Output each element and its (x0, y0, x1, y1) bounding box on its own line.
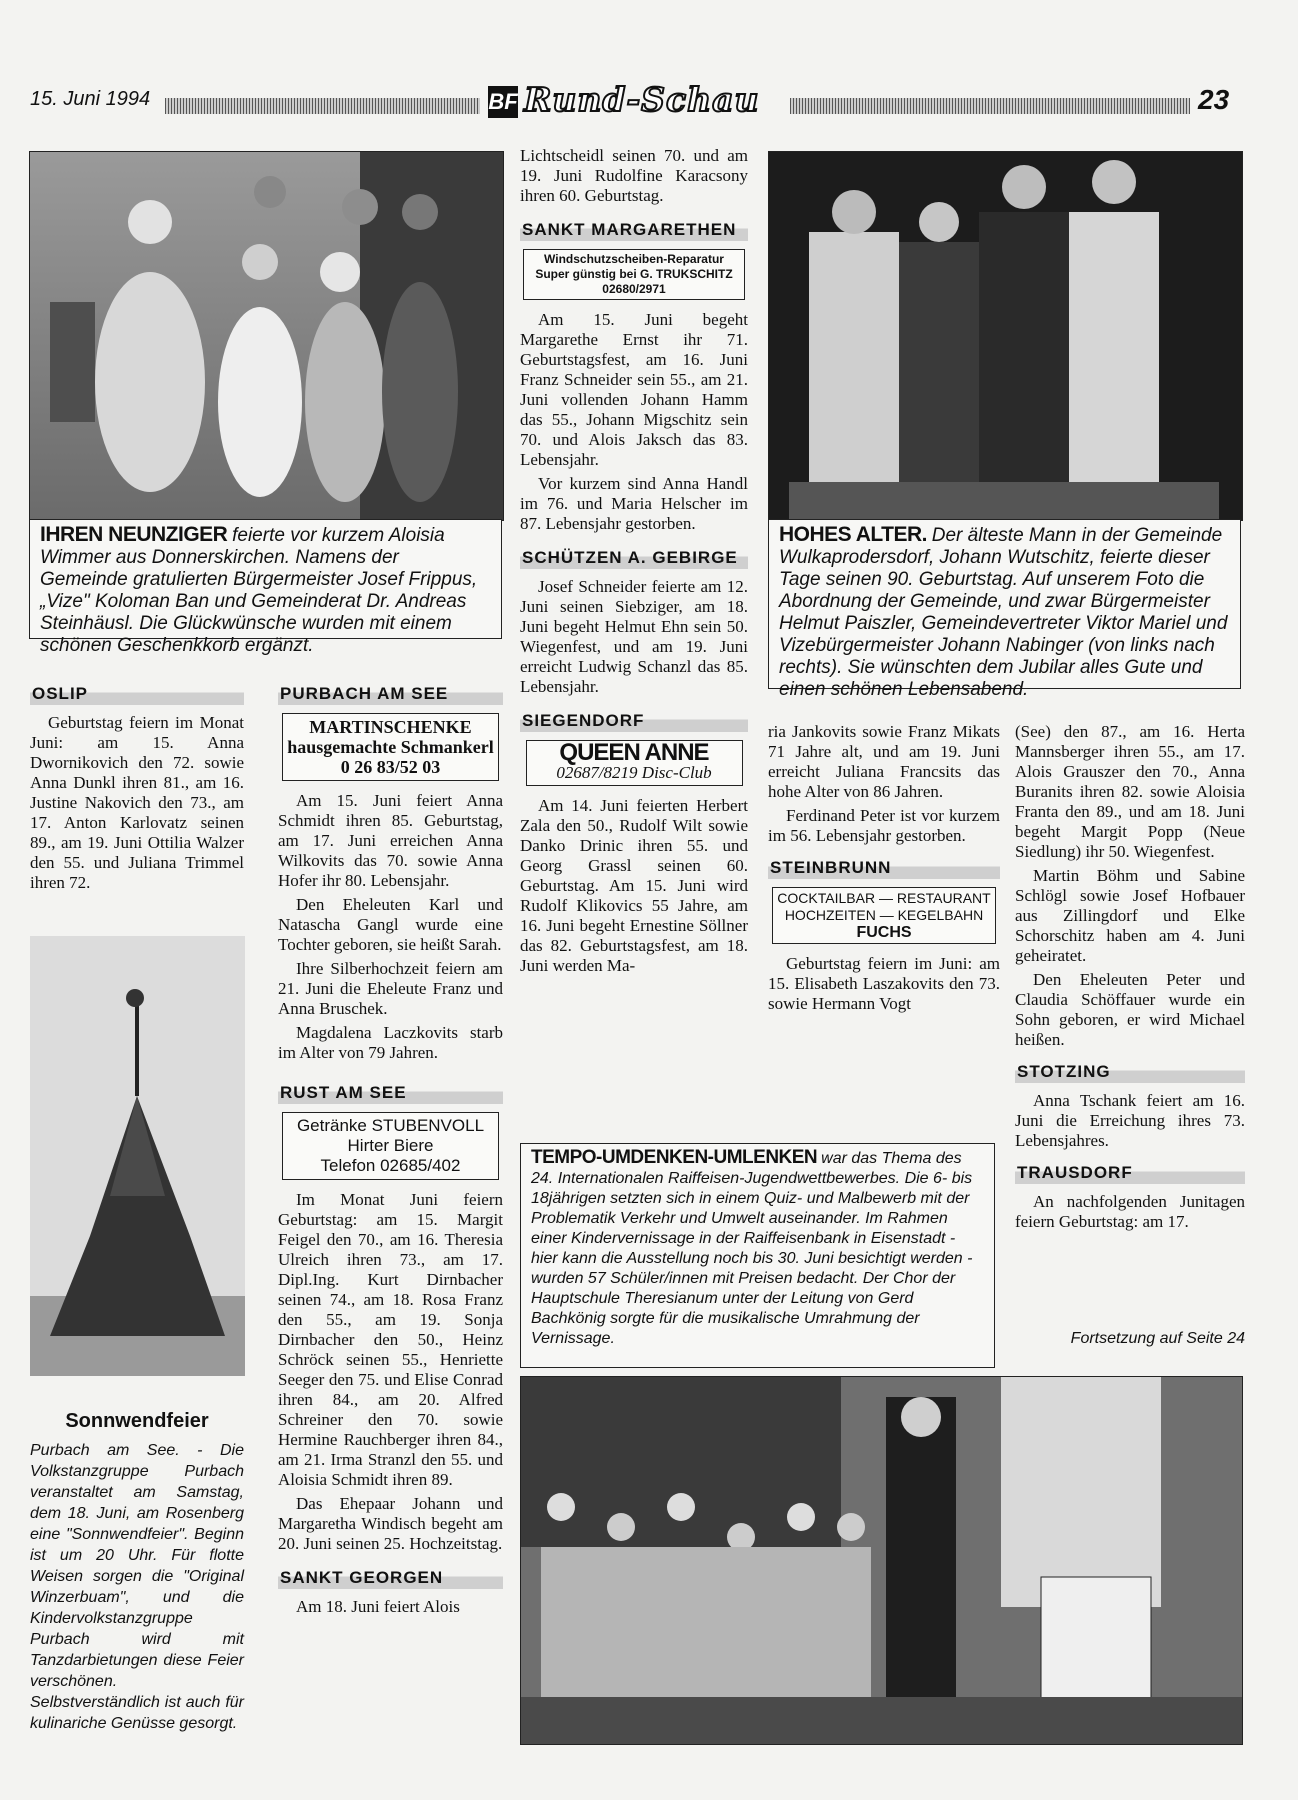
heading-margarethen: SANKT MARGARETHEN (520, 218, 748, 241)
text-col4-1: ria Jankovits sowie Franz Mikats 71 Jahre alt, und am 19. Juni erreicht Juliana Francsits das hohe Alter von 86 Jahren. (768, 722, 1000, 801)
heading-georgen: SANKT GEORGEN (278, 1566, 503, 1589)
ad-stubenvoll (282, 1112, 499, 1180)
photo-hohes-alter-image (769, 152, 1242, 520)
ad-stubenvoll-beer: Hirter Biere (347, 1136, 434, 1155)
page-number: 23 (1198, 84, 1230, 115)
text-col5-1: (See) den 87., am 16. Herta Mannsberger ihren 55., am 17. Alois Grauszer den 70., Anna Buranits ihren 82. sowie Aloisia Franta den 89., und am 18. Juni begeht Margit Popp (Neue Siedlung) ihr 50. Wiegenfest. (1015, 722, 1245, 861)
photo-sonnwend-image (30, 936, 245, 1376)
text-oslip: Geburtstag feiern im Monat Juni: am 15. Anna Dwornikovich den 72. sowie Anna Dunkl ihren 81., am 16. Justine Nakovich den 73., am 17. Anton Karlovatz seinen 89., am 19. Juni Ottilia Walzer den 55. und Juliana Trimmel ihren 72. (30, 713, 244, 892)
heading-oslip: OSLIP (30, 682, 244, 705)
text-rust-1: Im Monat Juni feiern Geburtstag: am 15. Margit Feigel den 70., am 16. Theresia Ulreich ihren 73., am 17. Dipl.Ing. Kurt Dirnbacher seinen 74., am 18. Rosa Franz den 55., am 19. Sonja Dirnbacher den 50., Heinz Schröck seinen 55., Henriette Seeger den 75. und Elise Conrad ihren 84., am 20. Alfred Schreiner den 70. sowie Hermine Rauchberger ihren 84., am 21. Irma Stranzl den 55. und Aloisia Schmidt ihren 89. (278, 1190, 503, 1489)
photo-hohes-alter (768, 151, 1243, 521)
text-siegendorf: Am 14. Juni feierten Herbert Zala den 50., Rudolf Wilt sowie Danko Drinic ihren 55. und Georg Grassl seinen 60. Geburtstag. Am 15. Juni wird Rudolf Klikovics 55 Jahre, am 16. Juni begeht Ernestine Söllner das 82. Geburtstagsfest, am 18. Juni werden Ma- (520, 796, 748, 975)
caption-neunziger-text: feierte vor kurzem Aloisia Wimmer aus Donnerskirchen. Namens der Gemeinde gratulierten Bürgermeister Josef Frippus, „Vize" Koloman Ban und Gemeinderat Dr. Andreas Steinhäusl. Die Glückwünsche wurden mit einem schönen Geschenkkorb ergänzt. (40, 525, 478, 656)
photo-raiffeisen (520, 1376, 1243, 1745)
column-oslip (30, 676, 244, 897)
text-steinbrunn: Geburtstag feiern im Juni: am 15. Elisabeth Laszakovits den 73. sowie Hermann Vogt (768, 954, 1000, 1013)
text-col4-2: Ferdinand Peter ist vor kurzem im 56. Lebensjahr gestorben. (768, 806, 1000, 845)
continuation-note: Fortsetzung auf Seite 24 (1070, 1330, 1245, 1347)
ad-stubenvoll-name: Getränke STUBENVOLL (296, 1116, 485, 1135)
caption-hohes-lead: HOHES ALTER. (779, 523, 928, 546)
heading-trausdorf: TRAUSDORF (1015, 1161, 1245, 1184)
text-col5-2: Martin Böhm und Sabine Schlögl sowie Josef Hofbauer aus Zillingdorf und Elke Schorschitz haben am 4. Juni geheiratet. (1015, 866, 1245, 965)
text-purbach-2: Den Eheleuten Karl und Natascha Gangl wurde eine Tochter geboren, sie heißt Sarah. (278, 895, 503, 954)
ad-stubenvoll-phone: Telefon 02685/402 (320, 1156, 461, 1175)
text-margarethen-1: Am 15. Juni begeht Margarethe Ernst ihr 71. Geburtstagsfest, am 16. Juni Franz Schneider sein 55., am 21. Juni vollenden Johann Hamm das 55., Johann Migschitz sein 70. und Alois Jaksch das 83. Lebensjahr. (520, 310, 748, 469)
column-purbach (278, 676, 503, 1621)
ad-fuchs-line1: COCKTAILBAR — RESTAURANT (777, 890, 991, 906)
caption-hohes-text: Der älteste Mann in der Gemeinde Wulkaprodersdorf, Johann Wutschitz, feierte dieser Tage seinen 90. Geburtstag. Auf unserem Foto die Abordnung der Gemeinde, und zwar Bürgermeister Helmut Paiszler, Gemeindevertreter Viktor Mariel und Vizebürgermeister Johann Nabinger (von links nach rechts). Sie wünschten dem Jubilar alles Gute und einen schönen Lebensabend. (779, 525, 1228, 700)
ad-martinschenke-slogan: hausgemachte Schmankerl (287, 737, 494, 757)
ad-queen-anne-name: QUEEN ANNE (559, 739, 709, 766)
column-stotzing (1015, 722, 1245, 1236)
caption-hohes-alter (768, 519, 1241, 700)
heading-schuetzen: SCHÜTZEN A. GEBIRGE (520, 546, 748, 569)
ad-queen-anne (526, 740, 743, 786)
issue-date: 15. Juni 1994 (30, 88, 151, 110)
heading-stotzing: STOTZING (1015, 1060, 1245, 1083)
sonnwend-text: Purbach am See. - Die Volkstanzgruppe Purbach veranstaltet am Samstag, dem 18. Juni, am Rosenberg eine "Sonnwendfeier". Beginn ist um 20 Uhr. Für flotte Weisen sorgen die "Original Winzerbuam", und die Kindervolkstanzgruppe Purbach wird mit Tanzdarbietungen diese Feier verschönen. Selbstverständlich ist auch für kulinariche Genüsse gesorgt. (30, 1442, 244, 1732)
photo-sonnwend (30, 936, 245, 1376)
text-georgen: Am 18. Juni feiert Alois (296, 1597, 460, 1616)
caption-tempo (520, 1143, 995, 1368)
heading-purbach: PURBACH AM SEE (278, 682, 503, 705)
ad-trukschitz-phone: 02680/2971 (602, 282, 666, 296)
ad-trukschitz (523, 249, 745, 300)
ad-martinschenke-phone: 0 26 83/52 03 (340, 757, 441, 777)
text-purbach-3: Ihre Silberhochzeit feiern am 21. Juni die Eheleute Franz und Anna Bruschek. (278, 959, 503, 1018)
heading-rust: RUST AM SEE (278, 1081, 503, 1104)
column-margarethen (520, 146, 748, 980)
photo-neunziger-image (30, 152, 503, 520)
text-purbach-4: Magdalena Laczkovits starb im Alter von 79 Jahren. (278, 1023, 503, 1062)
column-steinbrunn (768, 722, 1000, 1018)
header-rule-right (790, 98, 1190, 114)
caption-tempo-lead: TEMPO-UMDENKEN-UMLENKEN (531, 1147, 818, 1168)
ad-martinschenke (282, 713, 499, 781)
photo-neunziger (29, 151, 504, 521)
text-col5-3: Den Eheleuten Peter und Claudia Schöffauer wurde ein Sohn geboren, er wird Michael heißen. (1015, 970, 1245, 1049)
ad-trukschitz-service: Windschutzscheiben-Reparatur (544, 252, 724, 266)
section-title: Rund-Schau (524, 80, 760, 119)
text-stotzing: Anna Tschank feiert am 16. Juni die Erreichung ihres 73. Lebensjahres. (1015, 1091, 1245, 1150)
ad-fuchs-name: FUCHS (856, 924, 912, 941)
caption-neunziger (29, 519, 502, 656)
header-rule-left (165, 98, 480, 114)
ad-fuchs (772, 887, 996, 944)
bf-logo: BF (488, 86, 518, 118)
ad-fuchs-line2: HOCHZEITEN — KEGELBAHN (784, 907, 984, 923)
caption-neunziger-lead: IHREN NEUNZIGER (40, 523, 228, 546)
ad-trukschitz-slogan: Super günstig bei G. TRUKSCHITZ (535, 267, 733, 281)
text-trausdorf: An nachfolgenden Junitagen feiern Geburtstag: am 17. (1015, 1192, 1245, 1231)
heading-siegendorf: SIEGENDORF (520, 709, 748, 732)
text-rust-2: Das Ehepaar Johann und Margaretha Windisch begeht am 20. Juni seinen 25. Hochzeitstag. (278, 1494, 503, 1553)
text-purbach-1: Am 15. Juni feiert Anna Schmidt ihren 85. Geburtstag, am 17. Juni erreichen Anna Wilkovits das 70. sowie Anna Hofer ihr 80. Lebensjahr. (278, 791, 503, 890)
text-margarethen-2: Vor kurzem sind Anna Handl im 76. und Maria Helscher im 87. Lebensjahr gestorben. (520, 474, 748, 533)
text-schuetzen: Josef Schneider feierte am 12. Juni seinen Siebziger, am 18. Juni begeht Helmut Ehn sein 50. Wiegenfest, und am 19. Juni erreicht Ludwig Schanzl das 85. Lebensjahr. (520, 577, 748, 696)
ad-queen-anne-phone: 02687/8219 Disc-Club (556, 763, 712, 782)
heading-steinbrunn: STEINBRUNN (768, 856, 1000, 879)
caption-tempo-text: war das Thema des 24. Internationalen Raiffeisen-Jugendwettbewerbes. Die 6- bis 18jährigen setzten sich in einem Quiz- und Malbewerb mit der Problematik Verkehr und Umwelt auseinander. Im Rahmen einer Kindervernissage in der Raiffeisenbank in Eisenstadt - hier kann die Ausstellung noch bis 30. Juni besichtigt werden - wurden 57 Schüler/innen mit Preisen bedacht. Der Chor der Hauptschule Theresianum unter der Leitung von Gerd Bachkönig sorgte für die musikalische Umrahmung der Vernissage. (531, 1150, 973, 1347)
text-col3-top: Lichtscheidl seinen 70. und am 19. Juni Rudolfine Karacsony ihren 60. Geburtstag. (520, 146, 748, 205)
ad-martinschenke-name: MARTINSCHENKE (309, 717, 472, 737)
sonnwend-title: Sonnwendfeier (65, 1410, 209, 1432)
photo-raiffeisen-image (521, 1377, 1242, 1744)
